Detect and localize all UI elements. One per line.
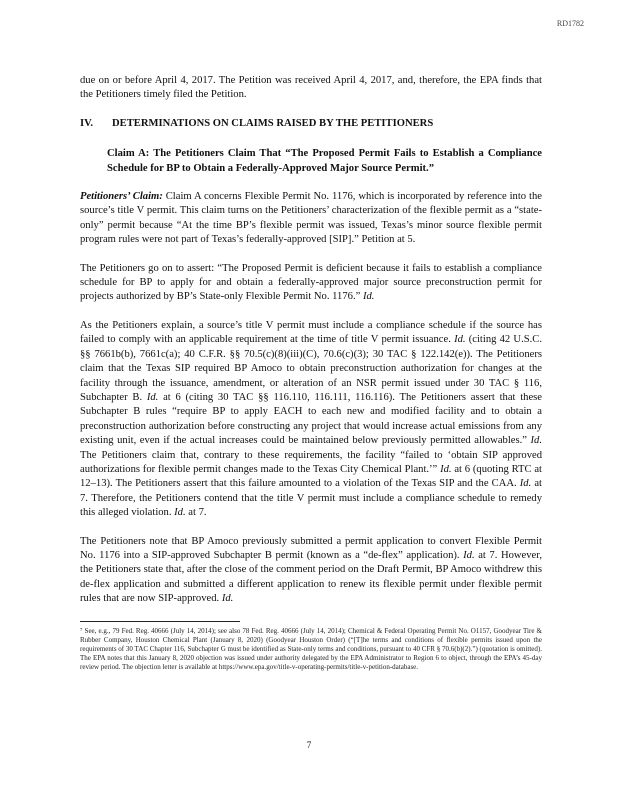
citation: Id. <box>440 463 452 475</box>
page-number: 7 <box>306 740 312 750</box>
sentence: (citing 42 U.S.C. §§ 7661b(b), 7661c(a); 40 C.F.R. §§ 70.5(c)(8)(iii)(C), 70.6(c)(3); 30 TAC § 122.142(e)). The Petitioners claim that the Texas SIP required BP Amoco to obtain preconstruction authorization for changes at the facility through the issuance, amendment, or alteration of an NSR permit issued under 30 TAC § 116, Subchapter B. <box>80 334 542 403</box>
paragraph-petitioners-claim <box>80 190 542 248</box>
sentence: at 7. Therefore, the Petitioners contend that the title V permit must include a compliance schedule to remedy this alleged violation. <box>80 478 542 519</box>
sentence: at 6 (quoting RTC at 12–13). The Petitioners assert that this failure amounted to a violation of the Texas SIP and the CAA. <box>80 463 542 490</box>
paragraph-text: Claim A concerns Flexible Permit No. 1176, which is incorporated by reference into the source’s title V permit. This claim turns on the Petitioners’ characterization of the flexible permit as a “state-only” permit because “At the time BP’s flexible permit was issued, Texas’s minor source flexible permit program rules were not part of Texas’s federally-approved [SIP].” Petition at 5. <box>80 191 542 246</box>
bates-number: RD1782 <box>556 19 584 28</box>
sentence: The Petitioners claim that, contrary to these requirements, the facility “failed to ‘obtain SIP approved authorizations for flexible permit changes made to the Texas City Chemical Plant.’” <box>80 449 542 475</box>
footnote: ⁷ See, e.g., 79 Fed. Reg. 40666 (July 14, 2014); see also 78 Fed. Reg. 40666 (July 14, 2014); Chemical & Federal Operating Permit No. O1157, Goodyear Tire & Rubber Company, Houston Chemical Plant (January 8, 2020) (Goodyear Houston Order) (“[T]he terms and conditions of flexible permits issued upon the requirements of 30 TAC Chapter 116, Subchapter G must be identified as State-only terms and conditions, pursuant to 40 CFR § 70.6(b)(2).”) (quotation is omitted). The EPA notes that this January 8, 2020 objection was issued under authority delegated by the EPA Administrator to Region 6 to object, through the EPA’s 45-day review period. The objection letter is available at https://www.epa.gov/title-v-operating-permits/title-v-petition-database. <box>80 626 542 672</box>
sentence: at 7. However, the Petitioners state that, after the close of the comment period on the Draft Permit, BP Amoco withdrew this de-flex application and submitted a different application to renew its flexible permit under flexible permit rules that are now SIP-approved. <box>80 549 542 605</box>
citation: Id. <box>221 593 234 605</box>
citation: Id. <box>146 391 159 403</box>
citation: Id. <box>454 334 466 346</box>
opening-paragraph: due on or before April 4, 2017. The Petition was received April 4, 2017, and, therefore, the EPA finds that the Petitioners timely filed the Petition. <box>80 75 542 101</box>
citation: Id. <box>519 478 532 490</box>
section-heading <box>80 117 542 131</box>
sentence: at 7. <box>185 507 207 519</box>
section-number: IV. <box>80 117 94 129</box>
sentence: at 6 (citing 30 TAC §§ 116.110, 116.111, 116.116). The Petitioners assert that these Subchapter B rules “require BP to apply EACH to each new and modified facility and to obtain a preconstruction authorization before constructing any project that would increase actual emissions from any existing unit, even if the actual increases could be maintained below previously permitted allowables.” <box>80 391 542 447</box>
paragraph-assertion <box>80 262 542 305</box>
footnote-separator <box>80 621 240 622</box>
sentence: The Petitioners note that BP Amoco previously submitted a permit application to convert Flexible Permit No. 1176 into a SIP-approved Subchapter B permit (known as a “de-flex” application). <box>80 535 542 561</box>
claim-a-heading: Claim A: The Petitioners Claim That “The Proposed Permit Fails to Establish a Compliance Schedule for BP to Obtain a Federally-Approved Major Source Permit.” <box>107 148 542 174</box>
sentence: As the Petitioners explain, a source’s title V permit must include a compliance schedule if the source has failed to comply with an applicable requirement at the time of title V permit issuance. <box>80 319 542 346</box>
section-title: DETERMINATIONS ON CLAIMS RAISED BY THE PETITIONERS <box>112 117 434 129</box>
paragraph-deflex-application <box>80 535 542 607</box>
page-body <box>80 74 542 673</box>
petitioners-claim-label: Petitioners’ Claim: <box>80 191 163 203</box>
paragraph-compliance-schedule <box>80 319 542 521</box>
citation: Id. <box>530 435 542 447</box>
citation: Id. <box>174 507 186 519</box>
citation: Id. <box>463 549 475 561</box>
paragraph-text: The Petitioners go on to assert: “The Proposed Permit is deficient because it fails to establish a compliance schedule for BP to apply for and obtain a federally-approved major source preconstruction permit for projects authorized by BP’s State-only Flexible Permit No. 1176.” <box>80 262 542 303</box>
citation: Id. <box>362 291 375 303</box>
